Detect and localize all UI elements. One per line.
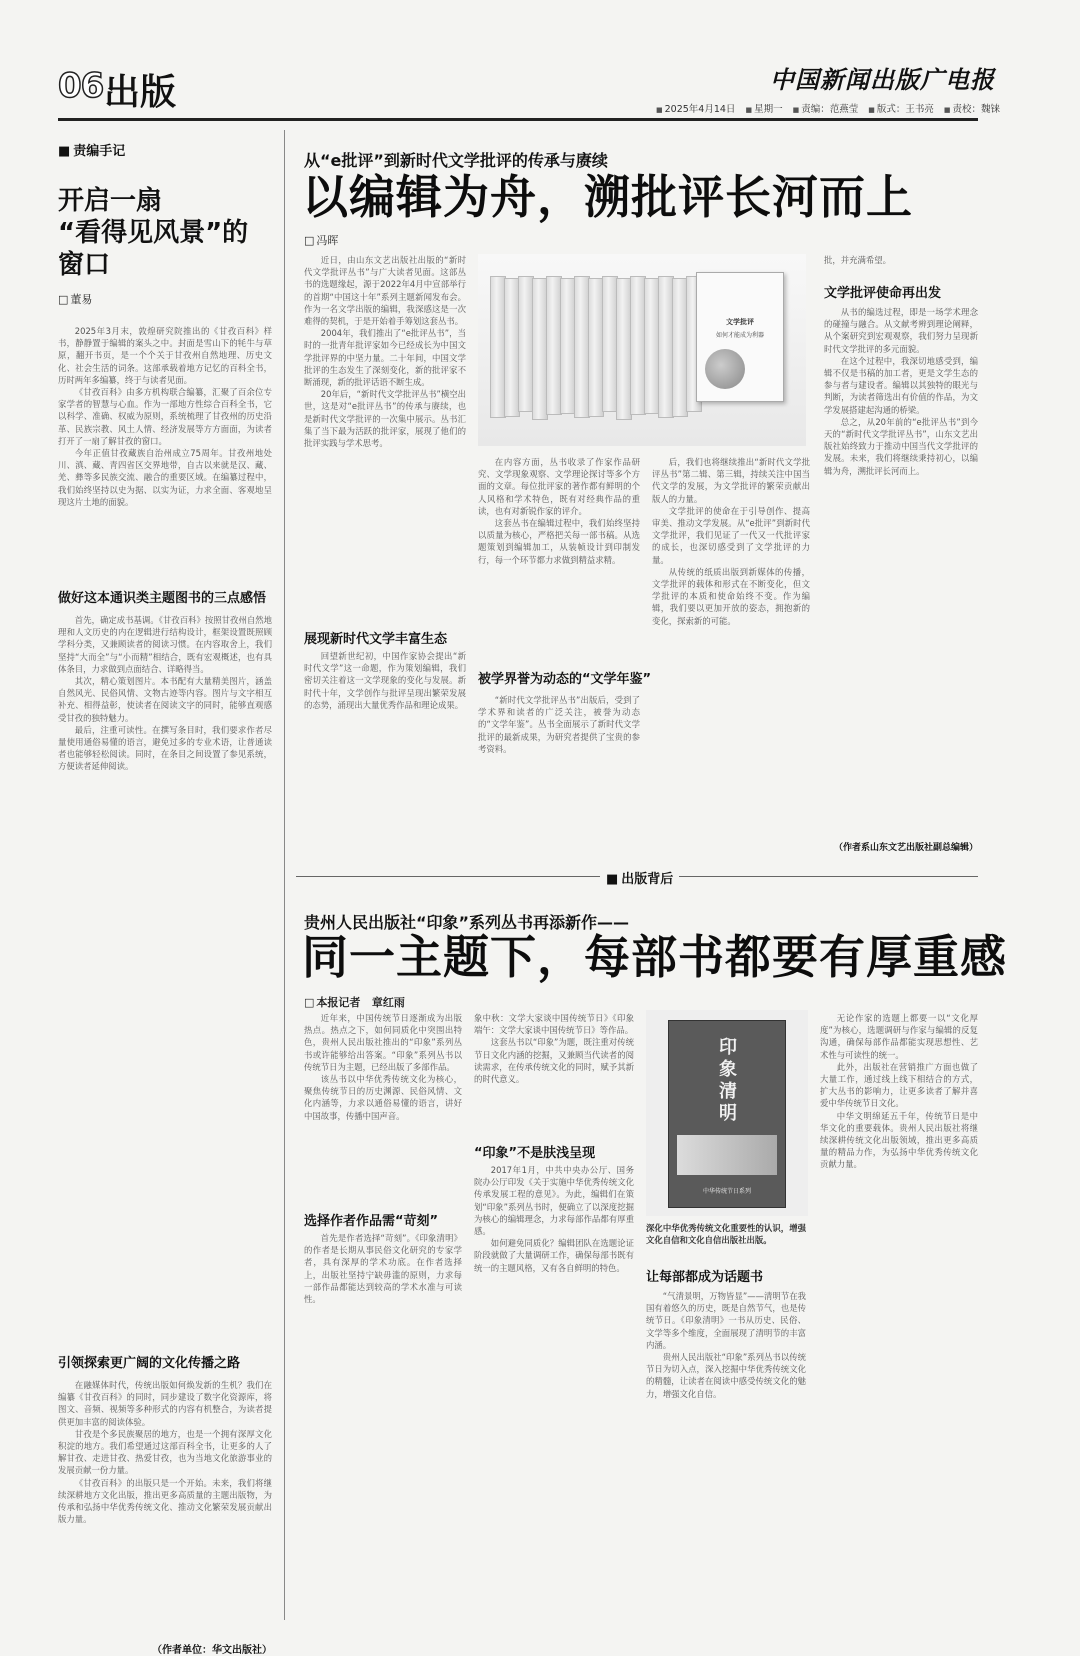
byline-name: 章红雨	[371, 996, 405, 1009]
editorial-byline: □ 董易	[58, 291, 272, 307]
paragraph: 批，并充满希望。	[824, 255, 891, 265]
cover-band	[677, 1135, 777, 1175]
editorial-title-line1: 开启一扇	[58, 186, 163, 216]
paragraph: 甘孜是个多民族聚居的地方，也是一个拥有深厚文化积淀的地方。我们希望通过这部百科全书，让更多的人了解甘孜、走进甘孜、热爱甘孜，也为当地文化旅游事业的发展贡献一份力量。	[58, 1428, 272, 1476]
article1-col2-top	[478, 456, 640, 632]
article1-col1-bottom	[304, 650, 466, 850]
featured-book-subtitle: 如何才能成为利器	[715, 332, 764, 339]
featured-book-title: 文学批评	[726, 318, 754, 326]
book-series-photo	[478, 254, 806, 446]
column-tag: ■ 责编手记	[58, 140, 272, 159]
article1-col2-bottom	[478, 694, 640, 850]
book-cover-photo	[646, 1010, 808, 1216]
paragraph: 《甘孜百科》的出版只是一个开始。未来，我们将继续深耕地方文化出版，推出更多高质量的主题出版物，为传承和弘扬中华优秀传统文化、推动文化繁荣发展贡献出版力量。	[58, 1477, 272, 1525]
editorial-title	[58, 185, 272, 281]
article1-byline: □ 冯晖	[304, 232, 338, 248]
editorial-author-note: （作者单位：华文出版社）	[152, 1645, 272, 1656]
cover-subtitle: 中华传统节日系列	[702, 1188, 751, 1195]
paragraph: 从书的编选过程，即是一场学术理念的碰撞与融合。从文献考辨到理论阐释，从个案研究到宏观观察，我们努力呈现新时代文学批评的多元面貌。	[824, 307, 978, 354]
paragraph: “气清景明，万物皆显”——清明节在我国有着悠久的历史，既是自然节气，也是传统节日。《印象清明》一书从历史、民俗、文学等多个维度，全面展现了清明节的丰富内涵。	[646, 1291, 806, 1350]
editorial-body-2	[58, 614, 272, 1344]
layout-credit: ■ 版式：王书亮	[868, 104, 934, 115]
paragraph: 最后，注重可读性。在撰写条目时，我们要求作者尽量使用通俗易懂的语言，避免过多的专业术语，让普通读者也能够轻松阅读。同时，在条目之间设置了参见系统，方便读者延伸阅读。	[58, 724, 272, 772]
cover-title: 印象清明	[716, 1037, 737, 1125]
paragraph: 2025年3月末，敦煌研究院推出的《甘孜百科》样书，静静置于编辑的案头之中。封面是雪山下的牦牛与草原，翻开书页，是一个个关于甘孜州自然地理、历史文化、社会生活的词条。这部承载着地方记忆的百科全书，历时两年多编纂，终于与读者见面。	[58, 326, 272, 385]
paragraph: 回望新世纪初，中国作家协会提出“新时代文学”这一命题，作为策划编辑，我们密切关注着这一文学现象的变化与发展。新时代十年，文学创作与批评呈现出繁荣发展的态势，涌现出大量优秀作品和理论成果。	[304, 651, 466, 710]
paragraph: 《甘孜百科》由多方机构联合编纂，汇聚了百余位专家学者的智慧与心血。作为一部地方性综合百科全书，它以科学、准确、权威为原则，系统梳理了甘孜州的历史沿革、民族宗教、风土人情、经济发展等方方面面，为读者打开了一扇了解甘孜的窗口。	[58, 387, 272, 446]
editorial-body-1	[58, 325, 272, 577]
photo-caption	[646, 1222, 806, 1258]
paragraph: 这套丛书在编辑过程中，我们始终坚持以质量为核心，严格把关每一部书稿。从选题策划到编辑加工，从装帧设计到印制发行，每一个环节都力求做到精益求精。	[478, 518, 640, 565]
section-title: 出版	[104, 72, 177, 113]
article2-byline	[304, 994, 405, 1010]
article2-subheading-2: “印象”不是肤浅呈现	[474, 1146, 596, 1161]
article1-col4	[824, 306, 978, 836]
paragraph: 如何避免同质化？编辑团队在选题论证阶段就做了大量调研工作，确保每部书既有统一的主题风格，又有各自鲜明的特色。	[474, 1238, 634, 1273]
issue-weekday: ■ 星期一	[745, 104, 782, 115]
byline-role: 本报记者	[316, 996, 361, 1009]
article2-headline: 同一主题下，每部书都要有厚重感	[302, 930, 1007, 984]
article2-col1-bottom	[304, 1232, 462, 1620]
paragraph: 2004年，我们推出了“e批评丛书”，当时的一批青年批评家如今已经成长为中国文学批评界的中坚力量。二十年间，中国文学批评的生态发生了深刻变化，新的批评家不断涌现，新的批评话语不断生成。	[304, 328, 466, 388]
article2-kicker: 贵州人民出版社“印象”系列丛书再添新作——	[304, 913, 630, 932]
paragraph: 后，我们也将继续推出“新时代文学批评丛书”第二辑、第三辑，持续关注中国当代文学的发展，为文学批评的繁荣贡献出版人的力量。	[652, 457, 810, 504]
paragraph: 其次，精心策划图片。本书配有大量精美图片，涵盖自然风光、民俗风情、文物古迹等内容。图片与文字相互补充、相得益彰，使读者在阅读文字的同时，能够直观感受甘孜的独特魅力。	[58, 676, 272, 723]
subheading-1: 做好这本通识类主题图书的三点感悟	[58, 591, 267, 606]
article1-author-note: （作者系山东文艺出版社副总编辑）	[833, 843, 978, 853]
cover-graphic	[705, 349, 745, 389]
issue-date: ■ 2025年4月14日	[656, 104, 735, 115]
article2-col2-top	[474, 1012, 634, 1134]
article2-col3	[646, 1290, 806, 1620]
masthead-rule	[58, 118, 978, 121]
paragraph: 文学批评的使命在于引导创作、提高审美、推动文学发展。从“e批评”到新时代文学批评，我们见证了一代又一代批评家的成长，也深切感受到了文学批评的力量。	[652, 505, 810, 565]
paragraph: 此外，出版社在营销推广方面也做了大量工作，通过线上线下相结合的方式，扩大丛书的影响力，让更多读者了解并喜爱中华传统节日文化。	[820, 1061, 978, 1109]
article1-subheading-3: 文学批评使命再出发	[824, 286, 942, 301]
proof-credit: ■ 责校：魏铼	[944, 104, 1000, 115]
article2-col1-top	[304, 1012, 462, 1202]
section-band-label: ■ 出版背后	[600, 868, 679, 887]
left-column	[58, 140, 272, 1656]
paragraph: 总之，从20年前的“e批评丛书”到今天的“新时代文学批评丛书”，山东文艺出版社始终致力于推动中国当代文学批评的发展。未来，我们将继续秉持初心，以编辑为舟，溯批评长河而上。	[824, 416, 978, 476]
paragraph: 该丛书以中华优秀传统文化为核心，聚焦传统节日的历史渊源、民俗风情、文化内涵等，力求以通俗易懂的语言，讲好中国故事，传播中国声音。	[304, 1074, 462, 1121]
subheading-2: 引领探索更广阔的文化传播之路	[58, 1356, 241, 1371]
article1-col3	[652, 456, 810, 850]
masthead-meta	[656, 101, 1010, 115]
page-number: 06	[58, 66, 104, 106]
paragraph: 象中秋：文学大家谈中国传统节日》《印象端午：文学大家谈中国传统节日》等作品。	[474, 1013, 634, 1036]
paragraph: 20年后，“新时代文学批评丛书”横空出世，这是对“e批评丛书”的传承与赓续，也是新时代文学批评的一次集中展示。丛书汇集了当下最为活跃的批评家，展现了他们的批评实践与学术思考。	[304, 389, 466, 449]
paragraph: 近年来，中国传统节日逐渐成为出版热点。热点之下，如何同质化中突围出特色，贵州人民出版社推出的“印象”系列丛书或许能够给出答案。“印象”系列丛书以传统节日为主题，已经出版了多部作品。	[304, 1013, 462, 1072]
paragraph: 贵州人民出版社“印象”系列丛书以传统节日为切入点，深入挖掘中华优秀传统文化的精髓，让读者在阅读中感受传统文化的魅力，增强文化自信。	[646, 1352, 806, 1399]
paragraph: “新时代文学批评丛书”出版后，受到了学术界和读者的广泛关注，被誉为动态的“文学年鉴”。丛书全面展示了新时代文学批评的最新成果，为研究者提供了宝贵的参考资料。	[478, 695, 640, 754]
paragraph: 在这个过程中，我深切地感受到，编辑不仅是书稿的加工者，更是文学生态的参与者与建设者。编辑以其独特的眼光与判断，为读者筛选出有价值的作品，为文学发展搭建起沟通的桥梁。	[824, 355, 978, 415]
newspaper-name: 中国新闻出版广电报	[770, 65, 995, 94]
featured-book-cover	[696, 272, 784, 402]
editor-credit: ■ 责编：范燕莹	[793, 104, 859, 115]
article2-subheading-3: 让每部都成为话题书	[646, 1270, 764, 1285]
article1-kicker: 从“e批评”到新时代文学批评的传承与赓续	[304, 151, 608, 170]
article2-col4	[820, 1012, 978, 1620]
spacer	[304, 560, 466, 570]
article2-subheading-1: 选择作者作品需“苛刻”	[304, 1214, 439, 1229]
yinxiang-qingming-cover	[668, 1020, 786, 1208]
article1-subheading-2: 被学界誉为动态的“文学年鉴”	[478, 672, 652, 687]
caption-text: 深化中华优秀传统文化重要性的认识，增强文化自信和文化自信出版社出版。	[646, 1223, 806, 1246]
article1-headline: 以编辑为舟，溯批评长河而上	[302, 170, 913, 224]
paragraph: 近日，由山东文艺出版社出版的“新时代文学批评丛书”与广大读者见面。这部丛书的选题缘起，源于2022年4月中宣部举行的首期“中国这十年”系列主题新闻发布会。作为一名文学出版的编辑，我深感这是一次难得的契机，于是开始着手筹划这套丛书。	[304, 255, 466, 327]
editorial-body-3	[58, 1379, 272, 1637]
paragraph: 首先，确定成书基调。《甘孜百科》按照甘孜州自然地理和人文历史的内在逻辑进行结构设计，框架设置既照顾学科分类，又兼顾读者的阅读习惯。在内容取舍上，我们坚持“大而全”与“小而精”相结合，既有宏观概述，也有具体条目，力求做到点面结合、详略得当。	[58, 615, 272, 674]
paragraph: 今年正值甘孜藏族自治州成立75周年。甘孜州地处川、滇、藏、青四省区交界地带，自古以来就是汉、藏、羌、彝等多民族交流、融合的重要区域。在编纂过程中，我们始终坚持以史为据、以实为证，力求全面、客观地呈现这片土地的面貌。	[58, 448, 272, 507]
paragraph: 在融媒体时代，传统出版如何焕发新的生机？我们在编纂《甘孜百科》的同时，同步建设了数字化资源库，将图文、音频、视频等多种形式的内容有机整合，为读者提供更加丰富的阅读体验。	[58, 1380, 272, 1427]
paragraph: 这套丛书以“印象”为题，既注重对传统节日文化内涵的挖掘，又兼顾当代读者的阅读需求，在传承传统文化的同时，赋予其新的时代意义。	[474, 1037, 634, 1085]
article1-col4-lead	[824, 254, 978, 268]
paragraph: 中华文明绵延五千年，传统节日是中华文化的重要载体。贵州人民出版社将继续深耕传统文化出版领域，推出更多高质量的精品力作，为弘扬中华优秀传统文化贡献力量。	[820, 1110, 978, 1170]
paragraph: 从传统的纸质出版到新媒体的传播，文学批评的载体和形式在不断变化，但文学批评的本质和使命始终不变。作为编辑，我们要以更加开放的姿态，拥抱新的变化，探索新的可能。	[652, 566, 810, 626]
paragraph: 首先是作者选择“苛刻”。《印象清明》的作者是长期从事民俗文化研究的专家学者，具有深厚的学术功底。在作者选择上，出版社坚持宁缺毋滥的原则，力求每一部作品都能达到较高的学术水准与可读性。	[304, 1233, 462, 1305]
article1-subheading-1: 展现新时代文学丰富生态	[304, 632, 448, 647]
paragraph: 在内容方面，丛书收录了作家作品研究、文学现象观察、文学理论探讨等多个方面的文章。每位批评家的著作都有鲜明的个人风格和学术特色，既有对经典作品的重读，也有对新锐作家的评介。	[478, 457, 640, 516]
editorial-title-line2: “看得见风景”的窗口	[58, 218, 249, 280]
article1-col1-top	[304, 254, 466, 552]
paragraph: 无论作家的选题上都要一以“文化厚度”为核心，选题调研与作家与编辑的反复沟通，确保每部作品都能实现思想性、艺术性与可读性的统一。	[820, 1013, 978, 1060]
article2-col2-bottom	[474, 1164, 634, 1620]
column-divider	[284, 130, 285, 1620]
paragraph: 2017年1月，中共中央办公厅、国务院办公厅印发《关于实施中华优秀传统文化传承发展工程的意见》。为此，编辑们在策划“印象”系列丛书时，便确立了以深度挖掘为核心的编辑理念，力求每部作品都有厚重感。	[474, 1165, 634, 1237]
